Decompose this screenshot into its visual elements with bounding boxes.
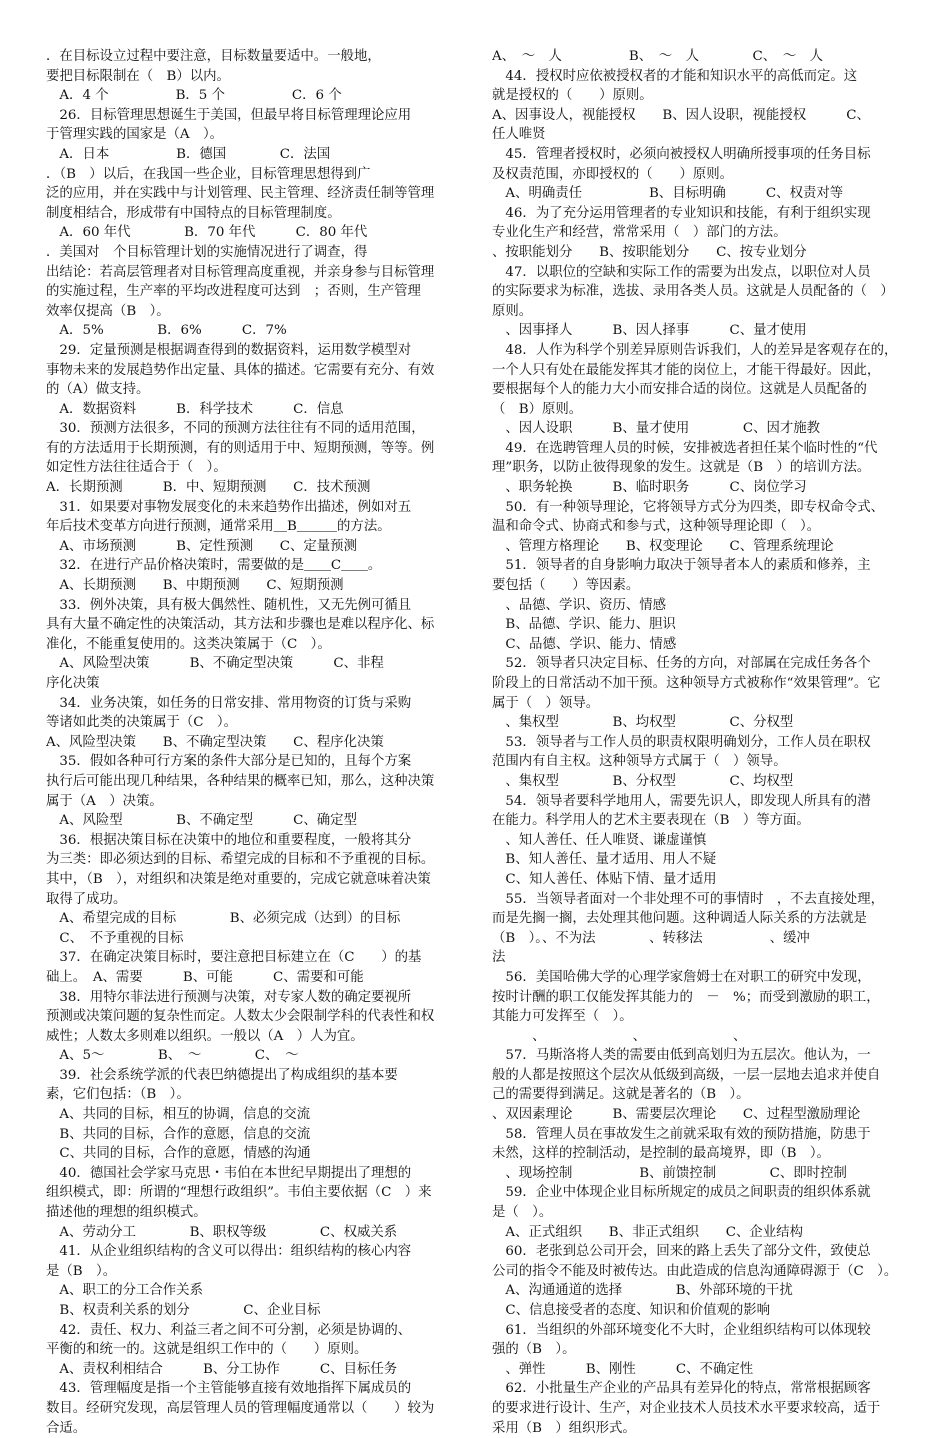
text-line: 43．管理幅度是指一个主管能够直接有效地指挥下属成员的: [46, 1381, 412, 1397]
text-line: 34．业务决策，如任务的日常安排、常用物资的订货与采购: [46, 695, 412, 711]
text-line: 30．预测方法很多，不同的预测方法往往有不同的适用范围，: [46, 421, 425, 437]
text-line: C、知人善任、体贴下情、量才适用: [492, 871, 717, 887]
text-line: 60．老张到总公司开会，回来的路上丢失了部分文件，致使总: [492, 1244, 871, 1260]
text-line: A、风险型决策 B、不确定型决策 C、非程: [46, 656, 384, 672]
text-line: 属于（A ）决策。: [46, 793, 163, 809]
text-line: 29．定量预测是根据调查得到的数据资料，运用数学模型对: [46, 342, 412, 358]
text-line: A、市场预测 B、定性预测 C、定量预测: [46, 538, 357, 554]
text-line: A、长期预测 B、中期预测 C、短期预测: [46, 578, 344, 594]
text-line: 42．责任、权力、利益三者之间不可分割，必须是协调的、: [46, 1322, 412, 1338]
text-line: B、权责利关系的划分 C、企业目标: [46, 1303, 321, 1318]
text-line: 未然，这样的控制活动，是控制的最高境界，即（B ）。: [492, 1146, 830, 1162]
text-line: A、劳动分工 B、职权等级 C、权威关系: [46, 1224, 398, 1240]
text-line: 39．社会系统学派的代表巴纳德提出了构成组织的基本要: [46, 1067, 398, 1083]
text-line: 57．马斯洛将人类的需要由低到高划归为五层次。他认为，一: [492, 1048, 871, 1064]
text-line: 36．根据决策目标在决策中的地位和重要程度，一般将其分: [46, 832, 412, 848]
text-line: 、双因素理论 B、需要层次理论 C、过程型激励理论: [492, 1107, 861, 1123]
text-line: 于管理实践的国家是（A ）。: [46, 127, 224, 143]
text-line: 56．美国哈佛大学的心理学家詹姆士在对职工的研究中发现，: [492, 969, 871, 985]
text-line: 按时计酬的职工仅能发挥其能力的 － %；而受到激励的职工，: [492, 989, 880, 1005]
text-line: 其中，（B ），对组织和决策是绝对重要的，完成它就意味着决策: [46, 871, 431, 887]
text-line: 要包括（ ）等因素。: [492, 578, 640, 594]
text-line: C、 不予重视的目标: [46, 930, 184, 946]
text-line: C、共同的目标，合作的意愿，情感的沟通: [46, 1146, 311, 1162]
text-line: A、希望完成的目标 B、必须完成（达到）的目标: [46, 911, 401, 927]
right-column: [492, 47, 910, 1438]
text-line: ．美国对 个目标管理计划的实施情况进行了调查，得: [46, 244, 368, 260]
text-line: A、沟通通道的选择 B、外部环境的干扰: [492, 1283, 793, 1299]
text-line: A．日本 B．德国 C．法国: [46, 146, 331, 162]
text-line: A．4 个 B．5 个 C．6 个: [46, 88, 342, 104]
text-line: 序化决策: [46, 676, 100, 691]
text-line: 38．用特尔菲法进行预测与决策，对专家人数的确定要视所: [46, 989, 412, 1005]
text-line: 强的（B ）。: [492, 1342, 576, 1358]
text-line: 具有大量不确定性的决策活动，其方法和步骤也是难以程序化、标: [46, 617, 435, 633]
text-line: A、风险型决策 B、不确定型决策 C、程序化决策: [46, 734, 384, 750]
text-line: 组织模式，即：所谓的“理想行政组织”。韦伯主要依据（C ）来: [46, 1185, 432, 1201]
text-line: 49．在选聘管理人员的时候，安排被选者担任某个临时性的“代: [492, 440, 878, 456]
text-line: 平衡的和统一的。这就是组织工作中的（ ）原则。: [46, 1342, 368, 1358]
text-line: A、 ～ 人 B、 ～ 人 C、 ～ 人: [492, 49, 824, 64]
text-line: 己的需要得到满足。这就是著名的（B ）。: [492, 1087, 750, 1103]
text-line: 预测或决策问题的复杂性而定。人数太少会限制学科的代表性和权: [46, 1009, 435, 1025]
text-line: 数目。经研究发现，高层管理人员的管理幅度通常以（ ）较为: [46, 1400, 435, 1416]
text-line: 事物未来的发展趋势作出定量、具体的描述。它需要有充分、有效: [46, 362, 435, 378]
text-line: 就是授权的（ ）原则。: [492, 88, 653, 104]
text-line: 合适。: [46, 1420, 87, 1436]
text-line: 范围内有自主权。这种领导方式属于（ ）领导。: [492, 754, 787, 770]
text-line: 、职务轮换 B、临时职务 C、岗位学习: [492, 480, 807, 496]
text-line: 而是先搁一搁，去处理其他问题。这种调适人际关系的方法就是: [492, 911, 867, 927]
text-line: C、品德、学识、能力、情感: [492, 636, 677, 652]
text-line: C、信息接受者的态度、知识和价值观的影响: [492, 1303, 771, 1318]
text-line: 法: [492, 950, 506, 966]
text-line: 一个人只有处在最能发挥其才能的岗位上，才能干得最好。因此，: [492, 362, 881, 378]
text-line: 是（B ）。: [46, 1263, 117, 1279]
text-line: A．5% B．6% C．7%: [46, 323, 287, 339]
text-line: 50．有一种领导理论，它将领导方式分为四类，即专权命令式、: [492, 499, 884, 515]
text-line: 35．假如各种可行方案的条件大部分是已知的，且每个方案: [46, 754, 412, 770]
text-line: 出结论：若高层管理者对目标管理高度重视，并亲身参与目标管理: [46, 264, 435, 280]
text-line: 51．领导者的自身影响力取决于领导者本人的素质和修养，主: [492, 558, 871, 574]
text-line: 般的人都是按照这个层次从低级到高级，一层一层地去追求并使自: [492, 1067, 881, 1083]
text-line: 温和命令式、协商式和参与式，这种领导理论即（ ）。: [492, 519, 821, 535]
text-line: 的实施过程，生产率的平均改进程度可达到 ；否则，生产管理: [46, 284, 421, 300]
text-line: 46．为了充分运用管理者的专业知识和技能，有利于组织实现: [492, 205, 871, 221]
text-line: （ B）原则。: [492, 401, 583, 417]
text-line: 取得了成功。: [46, 891, 127, 907]
text-line: 描述他的理想的组织模式。: [46, 1205, 207, 1221]
text-line: 原则。: [492, 303, 533, 319]
text-line: 的（A）做支持。: [46, 382, 150, 398]
text-line: A、5～ B、 ～ C、 ～: [46, 1048, 299, 1064]
text-line: 制度相结合，形成带有中国特点的目标管理制度。: [46, 205, 341, 221]
text-line: A、责权利相结合 B、分工协作 C、目标任务: [46, 1361, 398, 1377]
text-line: A、正式组织 B、非正式组织 C、企业结构: [492, 1224, 803, 1240]
text-line: 48．人作为科学个别差异原则告诉我们，人的差异是客观存在的，: [492, 342, 898, 358]
text-line: 、因事择人 B、因人择事 C、量才使用: [492, 323, 807, 339]
text-line: 其能力可发挥至（ ）。: [492, 1009, 633, 1025]
text-line: （B ）。、不为法 、转移法 、缓冲: [492, 930, 810, 946]
text-line: A、风险型 B、不确定型 C、确定型: [46, 813, 357, 829]
text-line: 、现场控制 B、前馈控制 C、即时控制: [492, 1165, 847, 1181]
text-line: 55．当领导者面对一个非处理不可的事情时 ，不去直接处理，: [492, 891, 884, 907]
text-line: A、职工的分工合作关系: [46, 1283, 203, 1299]
text-line: A、明确责任 B、目标明确 C、权责对等: [492, 186, 844, 202]
text-line: 45．管理者授权时，必须向被授权人明确所授事项的任务目标: [492, 146, 871, 162]
text-line: 54．领导者要科学地用人，需要先识人，即发现人所具有的潜: [492, 793, 871, 809]
text-line: 有的方法适用于长期预测，有的则适用于中、短期预测，等等。例: [46, 440, 435, 456]
text-line: 采用（B ）组织形式。: [492, 1420, 636, 1436]
text-line: A．长期预测 B．中、短期预测 C．技术预测: [46, 480, 371, 496]
text-line: B、共同的目标，合作的意愿，信息的交流: [46, 1126, 311, 1142]
text-line: 的要求进行设计、生产，对企业技术人员技术水平要求较高，适于: [492, 1400, 881, 1416]
text-line: 59．企业中体现企业目标所规定的成员之间职责的组织体系就: [492, 1185, 871, 1201]
text-line: 阶段上的日常活动不加干预。这种领导方式被称作“效果管理”。它: [492, 676, 881, 691]
text-line: 44．授权时应依被授权者的才能和知识水平的高低而定。这: [492, 68, 858, 84]
text-line: 是（ ）。: [492, 1205, 553, 1221]
text-line: 、集权型 B、均权型 C、分权型: [492, 715, 794, 731]
text-line: 、弹性 B、刚性 C、不确定性: [492, 1361, 754, 1377]
text-line: 如定性方法往往适合于（ ）。: [46, 460, 227, 476]
text-line: 理”职务，以防止彼得现象的发生。这就是（B ）的培训方法。: [492, 460, 871, 476]
text-line: 47．以职位的空缺和实际工作的需要为出发点，以职位对人员: [492, 264, 871, 280]
text-line: A．60 年代 B．70 年代 C．80 年代: [46, 225, 368, 241]
text-line: 26．目标管理思想诞生于美国，但最早将目标管理理论应用: [46, 107, 412, 123]
text-line: 的实际要求为标准，选拔、录用各类人员。这就是人员配备的（ ）: [492, 284, 894, 300]
text-line: 泛的应用，并在实践中与计划管理、民主管理、经济责任制等管理: [46, 186, 435, 202]
text-line: 在能力。科学用人的艺术主要表现在（B ）等方面。: [492, 813, 810, 829]
text-line: 效率仅提高（B ）。: [46, 303, 170, 319]
text-line: A、共同的目标，相互的协调，信息的交流: [46, 1107, 311, 1123]
text-line: 40．德国社会学家马克思・韦伯在本世纪早期提出了理想的: [46, 1165, 412, 1181]
text-line: 41．从企业组织结构的含义可以得出：组织结构的核心内容: [46, 1244, 412, 1260]
text-line: 32．在进行产品价格决策时，需要做的是＿＿C＿＿。: [46, 558, 382, 574]
text-line: 53．领导者与工作人员的职责权限明确划分，工作人员在职权: [492, 734, 871, 750]
text-line: 执行后可能出现几种结果，各种结果的概率已知，那么，这种决策: [46, 773, 435, 789]
text-line: 31．如果要对事物发展变化的未来趋势作出描述，例如对五: [46, 499, 412, 515]
text-line: 要把目标限制在（ B）以内。: [46, 68, 230, 84]
text-line: A、因事设人，视能授权 B、因人设职，视能授权 C、: [492, 107, 870, 123]
text-line: 素，它们包括：（B ）。: [46, 1087, 190, 1103]
text-line: 33．例外决策，具有极大偶然性、随机性，又无先例可循且: [46, 597, 412, 613]
text-line: 威性；人数太多则难以组织。一般以（A ）人为宜。: [46, 1028, 364, 1044]
text-line: 、管理方格理论 B、权变理论 C、管理系统理论: [492, 538, 834, 554]
text-line: 58．管理人员在事故发生之前就采取有效的预防措施，防患于: [492, 1126, 871, 1142]
text-line: 、知人善任、任人唯贤、谦虚谨慎: [492, 832, 707, 848]
text-line: 为三类：即必须达到的目标、希望完成的目标和不予重视的目标。: [46, 852, 435, 868]
text-line: 专业化生产和经营，常常采用（ ）部门的方法。: [492, 225, 787, 241]
text-line: 公司的指令不能及时被传达。由此造成的信息沟通障碍源于（C ）。: [492, 1263, 898, 1279]
text-line: 准化，不能重复使用的。这类决策属于（C ）。: [46, 636, 331, 652]
text-line: 础上。 A、需要 B、可能 C、需要和可能: [46, 969, 364, 985]
text-line: 任人唯贤: [492, 127, 546, 143]
text-line: B、知人善任、量才适用、用人不疑: [492, 852, 717, 868]
left-column: [46, 47, 462, 1438]
text-line: 37．在确定决策目标时，要注意把目标建立在（C ）的基: [46, 950, 422, 966]
text-line: 52．领导者只决定目标、任务的方向，对部属在完成任务各个: [492, 656, 871, 672]
text-line: A．数据资料 B．科学技术 C．信息: [46, 401, 344, 417]
text-line: 、因人设职 B、量才使用 C、因才施教: [492, 421, 821, 437]
text-line: 等诸如此类的决策属于（C ）。: [46, 715, 238, 731]
text-line: 、品德、学识、资历、情感: [492, 597, 667, 613]
text-line: 、 、 、: [492, 1028, 747, 1044]
text-line: 、集权型 B、分权型 C、均权型: [492, 773, 794, 789]
text-line: B、品德、学识、能力、胆识: [492, 617, 676, 633]
text-line: 年后技术变革方向进行预测，通常采用＿B＿＿＿的方法。: [46, 519, 391, 535]
text-line: 属于（ ）领导。: [492, 695, 600, 711]
text-line: ．在目标设立过程中要注意，目标数量要适中。一般地，: [46, 49, 381, 64]
text-line: 62．小批量生产企业的产品具有差异化的特点，常常根据顾客: [492, 1381, 871, 1397]
text-line: 61．当组织的外部环境变化不大时，企业组织结构可以体现较: [492, 1322, 871, 1338]
text-line: 、按职能划分 B、按职能划分 C、按专业划分: [492, 244, 807, 260]
text-line: 及权责范围，亦即授权的（ ）原则。: [492, 166, 734, 182]
text-line: 要根据每个人的能力大小而安排合适的岗位。这就是人员配备的: [492, 382, 867, 398]
text-line: ．（B ）以后，在我国一些企业，目标管理思想得到广: [46, 166, 371, 182]
